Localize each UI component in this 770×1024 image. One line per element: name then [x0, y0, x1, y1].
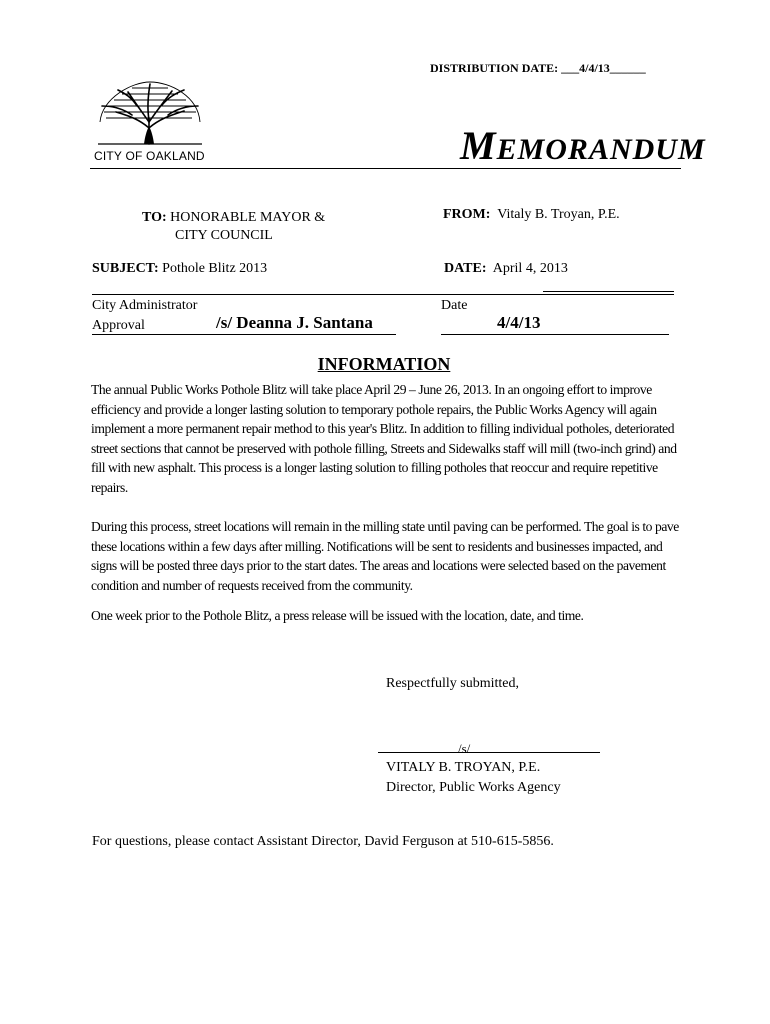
from-field — [443, 207, 620, 223]
approval-divider — [92, 294, 674, 295]
logo-text: CITY OF OAKLAND — [94, 149, 205, 163]
body-paragraph-2: During this process, street locations will remain in the milling state until paving can be performed. The goal is to pave these locations within a few days after milling. Notifications will be sent to residents and businesses impacted, and signs will be posted three days prior to the start dates. The areas and locations were selected based on the pavement condition and number of requests received from the community. — [91, 519, 679, 593]
signer-title: Director, Public Works Agency — [386, 780, 561, 795]
contact-line: For questions, please contact Assistant Director, David Ferguson at 510-615-5856. — [92, 834, 554, 849]
date-field — [444, 261, 568, 277]
distribution-date-value: ___4/4/13______ — [561, 61, 646, 75]
signer-name: VITALY B. TROYAN, P.E. — [386, 760, 541, 775]
to-label: TO: — [142, 210, 167, 225]
administrator-signature: /s/ Deanna J. Santana — [216, 313, 373, 332]
date-label: DATE: — [444, 261, 487, 276]
subject-field — [92, 261, 267, 277]
memorandum-title-rest: EMORANDUM — [496, 133, 706, 166]
closing-text: Respectfully submitted, — [386, 676, 519, 691]
approval-label: Approval — [92, 318, 145, 333]
from-label: FROM: — [443, 207, 491, 222]
approval-signature-line — [92, 334, 396, 335]
to-line-1: HONORABLE MAYOR & — [170, 210, 326, 225]
section-title-text: INFORMATION — [317, 354, 451, 374]
approval-date-label: Date — [441, 298, 468, 313]
memorandum-title — [460, 122, 706, 169]
signature-line — [378, 752, 600, 753]
subject-label: SUBJECT: — [92, 261, 159, 276]
body-paragraph-1: The annual Public Works Pothole Blitz will take place April 29 – June 26, 2013. In an ongoing effort to improve efficiency and provide a longer lasting solution to temporary pothole repairs, the Public Works Agency will again implement a more permanent repair method to this year's Blitz. In addition to filling individual potholes, deteriorated street sections that cannot be preserved with pothole filling, Streets and Sidewalks staff will mill (two-inch grind) and fill with new asphalt. This process is a longer lasting solution to filling potholes that reoccur and require repetitive repairs. — [91, 382, 677, 495]
to-field — [142, 207, 325, 228]
approval-date-line — [441, 334, 669, 335]
header-divider — [90, 168, 681, 169]
approval-divider-short — [543, 291, 674, 292]
distribution-date — [430, 61, 646, 76]
approval-date-value: 4/4/13 — [497, 313, 541, 332]
section-title — [0, 354, 770, 375]
body-paragraph-3: One week prior to the Pothole Blitz, a press release will be issued with the location, date, and time. — [91, 608, 584, 623]
memorandum-title-initial: M — [460, 123, 497, 168]
distribution-date-label: DISTRIBUTION DATE: — [430, 61, 559, 75]
subject-value: Pothole Blitz 2013 — [162, 261, 268, 276]
date-value: April 4, 2013 — [492, 261, 568, 276]
city-administrator-label: City Administrator — [92, 298, 198, 313]
to-line-2: CITY COUNCIL — [175, 228, 273, 243]
from-value: Vitaly B. Troyan, P.E. — [497, 207, 620, 222]
signature-mark: /s/ — [458, 741, 471, 756]
